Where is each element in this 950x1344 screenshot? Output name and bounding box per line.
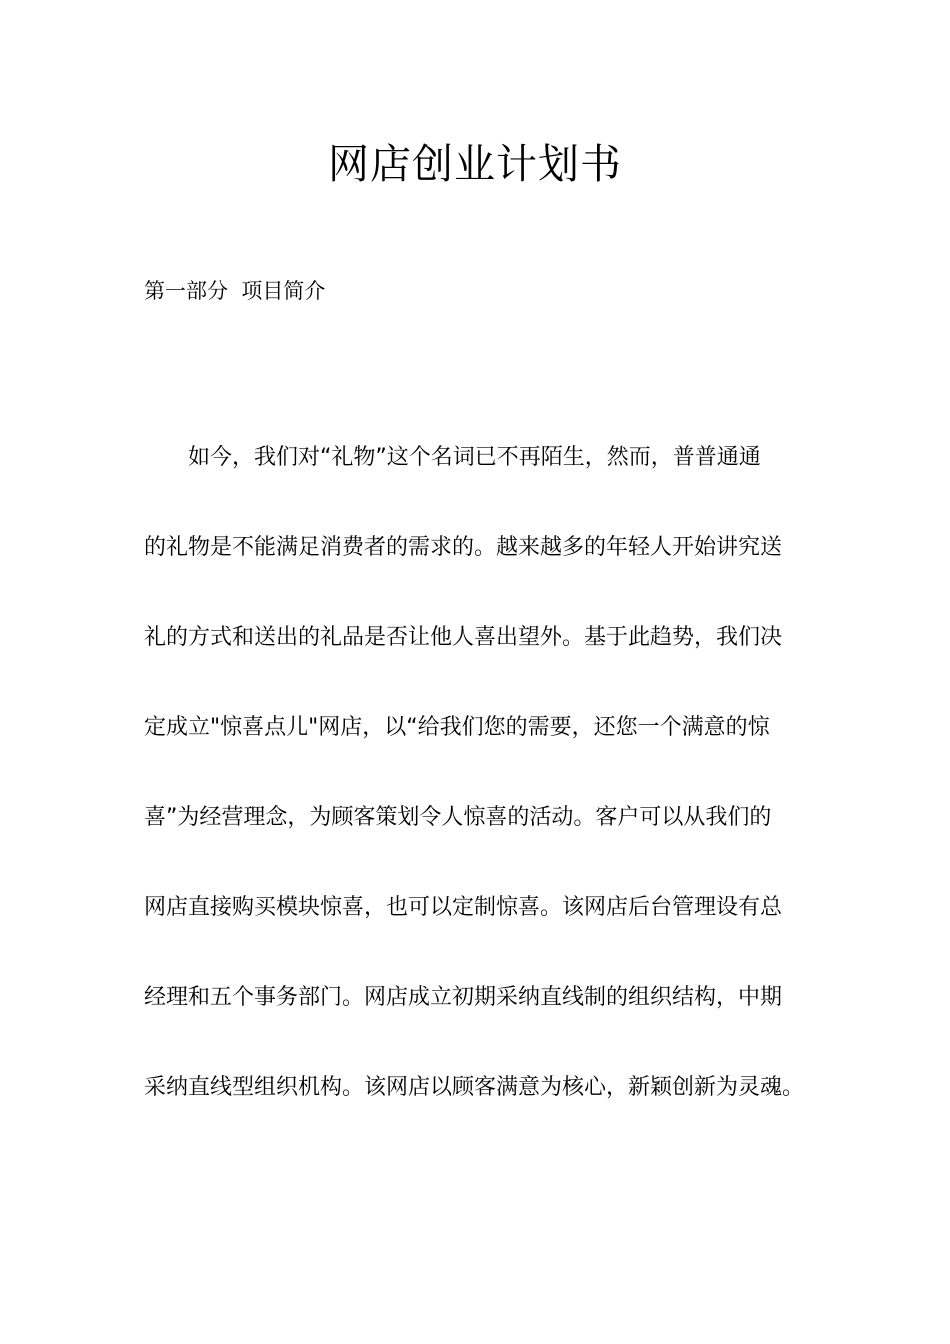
paragraph-line: 采纳直线型组织机构。该网店以顾客满意为核心，新颖创新为灵魂。	[144, 1075, 805, 1100]
document-title: 网店创业计划书	[328, 140, 622, 188]
paragraph-line: 定成立"惊喜点儿"网店，以“给我们您的需要，还您一个满意的惊	[144, 715, 770, 740]
paragraph-line: 如今，我们对“礼物”这个名词已不再陌生，然而，普普通通	[188, 445, 761, 470]
paragraph-line: 网店直接购买模块惊喜，也可以定制惊喜。该网店后台管理设有总	[144, 895, 783, 920]
paragraph-line: 礼的方式和送出的礼品是否让他人喜出望外。基于此趋势，我们决	[144, 625, 783, 650]
paragraph-line: 喜”为经营理念，为顾客策划令人惊喜的活动。客户可以从我们的	[144, 805, 772, 830]
paragraph-line: 的礼物是不能满足消费者的需求的。越来越多的年轻人开始讲究送	[144, 535, 783, 560]
section-heading: 第一部分 项目简介	[144, 279, 326, 303]
paragraph-line: 经理和五个事务部门。网店成立初期采纳直线制的组织结构，中期	[144, 985, 783, 1010]
body-paragraph	[144, 440, 824, 1160]
